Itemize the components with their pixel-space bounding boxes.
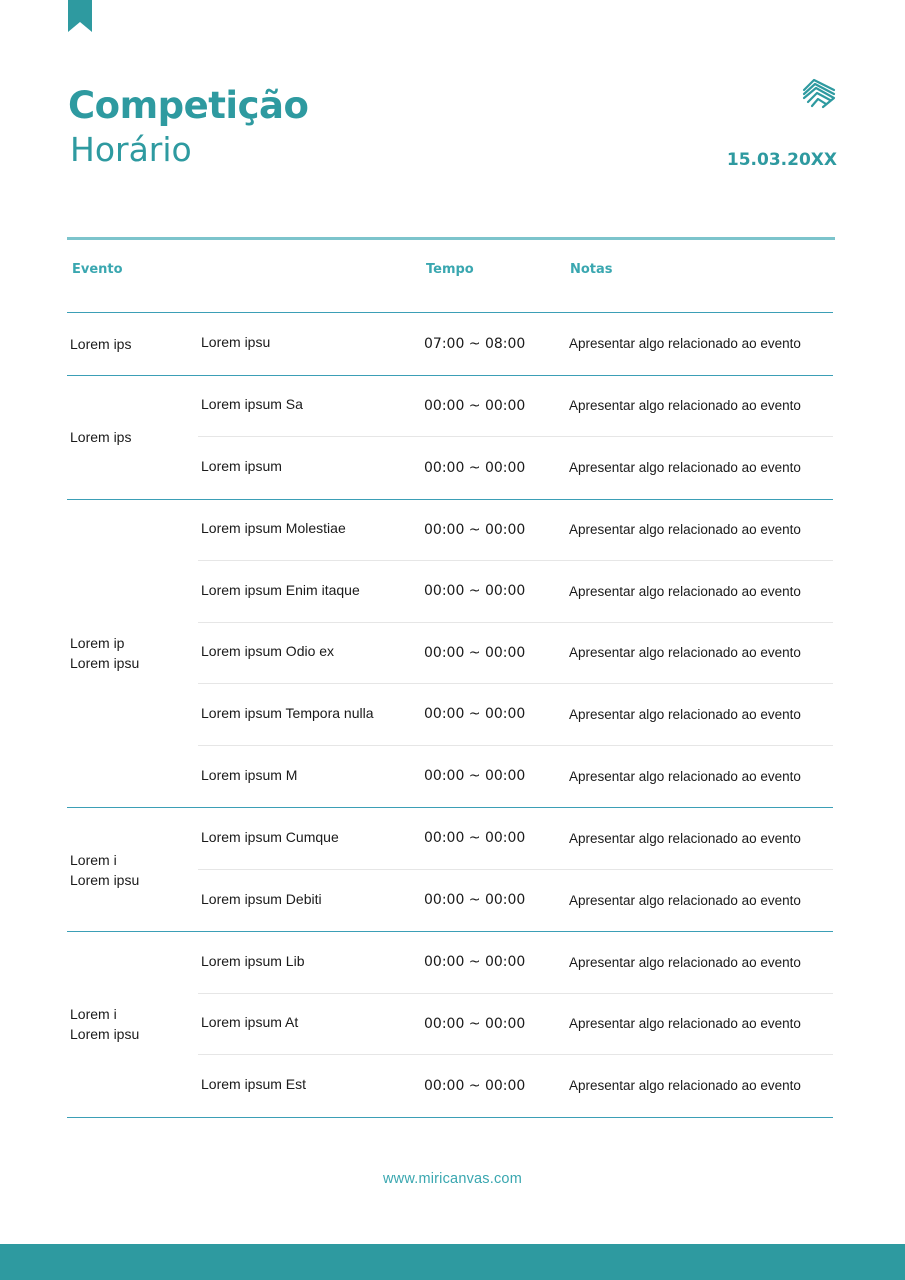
event-time: 00:00 ~ 00:00 (424, 644, 526, 661)
stripes-logo-icon (801, 76, 837, 110)
event-note: Apresentar algo relacionado ao evento (569, 706, 801, 722)
event-time: 00:00 ~ 00:00 (424, 892, 526, 909)
event-name: Lorem ipsu (201, 334, 271, 351)
event-group (67, 313, 833, 376)
event-group (67, 500, 833, 809)
page-subtitle: Horário (70, 130, 192, 169)
event-note: Apresentar algo relacionado ao evento (569, 460, 801, 476)
event-note: Apresentar algo relacionado ao evento (569, 1016, 801, 1032)
event-name: Lorem ipsum (201, 458, 282, 475)
table-row (198, 684, 833, 746)
event-time: 00:00 ~ 00:00 (424, 397, 526, 414)
event-group-label: Lorem i Lorem ipsu (70, 1006, 140, 1043)
event-time: 00:00 ~ 00:00 (424, 768, 526, 785)
event-time: 00:00 ~ 00:00 (424, 830, 526, 847)
event-name: Lorem ipsum Debiti (201, 890, 322, 907)
event-group-label: Lorem ips (70, 429, 132, 445)
event-note: Apresentar algo relacionado ao evento (569, 954, 801, 970)
event-group (67, 808, 833, 932)
page-title: Competição (68, 84, 309, 127)
column-header-evento: Evento (72, 262, 123, 277)
event-name: Lorem ipsum M (201, 766, 298, 783)
event-group-label: Lorem ips (70, 335, 132, 352)
footer-url: www.miricanvas.com (383, 1171, 522, 1187)
table-row (198, 746, 833, 808)
column-header-notas: Notas (570, 262, 613, 277)
event-time: 00:00 ~ 00:00 (424, 1015, 526, 1032)
event-note: Apresentar algo relacionado ao evento (569, 892, 801, 908)
event-name: Lorem ipsum Tempora nulla (201, 704, 374, 721)
event-note: Apresentar algo relacionado ao evento (569, 398, 801, 414)
event-group (67, 932, 833, 1118)
event-note: Apresentar algo relacionado ao evento (569, 1078, 801, 1094)
footer-bar (0, 1244, 905, 1280)
event-name: Lorem ipsum Odio ex (201, 643, 335, 660)
event-time: 00:00 ~ 00:00 (424, 521, 526, 538)
table-row (198, 808, 833, 870)
table-row (198, 500, 833, 562)
event-group-label: Lorem i Lorem ipsu (70, 851, 140, 888)
table-row (198, 313, 833, 375)
event-name: Lorem ipsum Est (201, 1076, 307, 1093)
event-name: Lorem ipsum Molestiae (201, 520, 346, 537)
event-note: Apresentar algo relacionado ao evento (569, 768, 801, 784)
event-time: 00:00 ~ 00:00 (424, 706, 526, 723)
table-row (198, 994, 833, 1056)
event-date: 15.03.20XX (726, 150, 837, 170)
event-name: Lorem ipsum Lib (201, 952, 305, 969)
event-time: 00:00 ~ 00:00 (424, 954, 526, 971)
event-name: Lorem ipsum Sa (201, 396, 303, 413)
event-note: Apresentar algo relacionado ao evento (569, 830, 801, 846)
event-group (67, 376, 833, 500)
bookmark-icon (68, 0, 92, 32)
event-name: Lorem ipsum Cumque (201, 828, 339, 845)
header-divider (67, 237, 835, 240)
column-header-tempo: Tempo (426, 262, 474, 277)
event-time: 00:00 ~ 00:00 (424, 459, 526, 476)
event-note: Apresentar algo relacionado ao evento (569, 522, 801, 538)
event-time: 07:00 ~ 08:00 (424, 335, 526, 352)
event-note: Apresentar algo relacionado ao evento (569, 583, 801, 599)
event-time: 00:00 ~ 00:00 (424, 583, 526, 600)
schedule-table (67, 312, 833, 1118)
event-group-label: Lorem ip Lorem ipsu (70, 635, 140, 672)
event-name: Lorem ipsum At (201, 1014, 299, 1031)
table-row (198, 623, 833, 685)
event-time: 00:00 ~ 00:00 (424, 1077, 526, 1094)
table-row (198, 376, 833, 438)
table-row (198, 932, 833, 994)
table-row (198, 870, 833, 932)
table-row (198, 561, 833, 623)
event-note: Apresentar algo relacionado ao evento (569, 336, 801, 352)
event-note: Apresentar algo relacionado ao evento (569, 645, 801, 661)
event-name: Lorem ipsum Enim itaque (201, 581, 360, 598)
table-row (198, 1055, 833, 1117)
table-row (198, 437, 833, 499)
